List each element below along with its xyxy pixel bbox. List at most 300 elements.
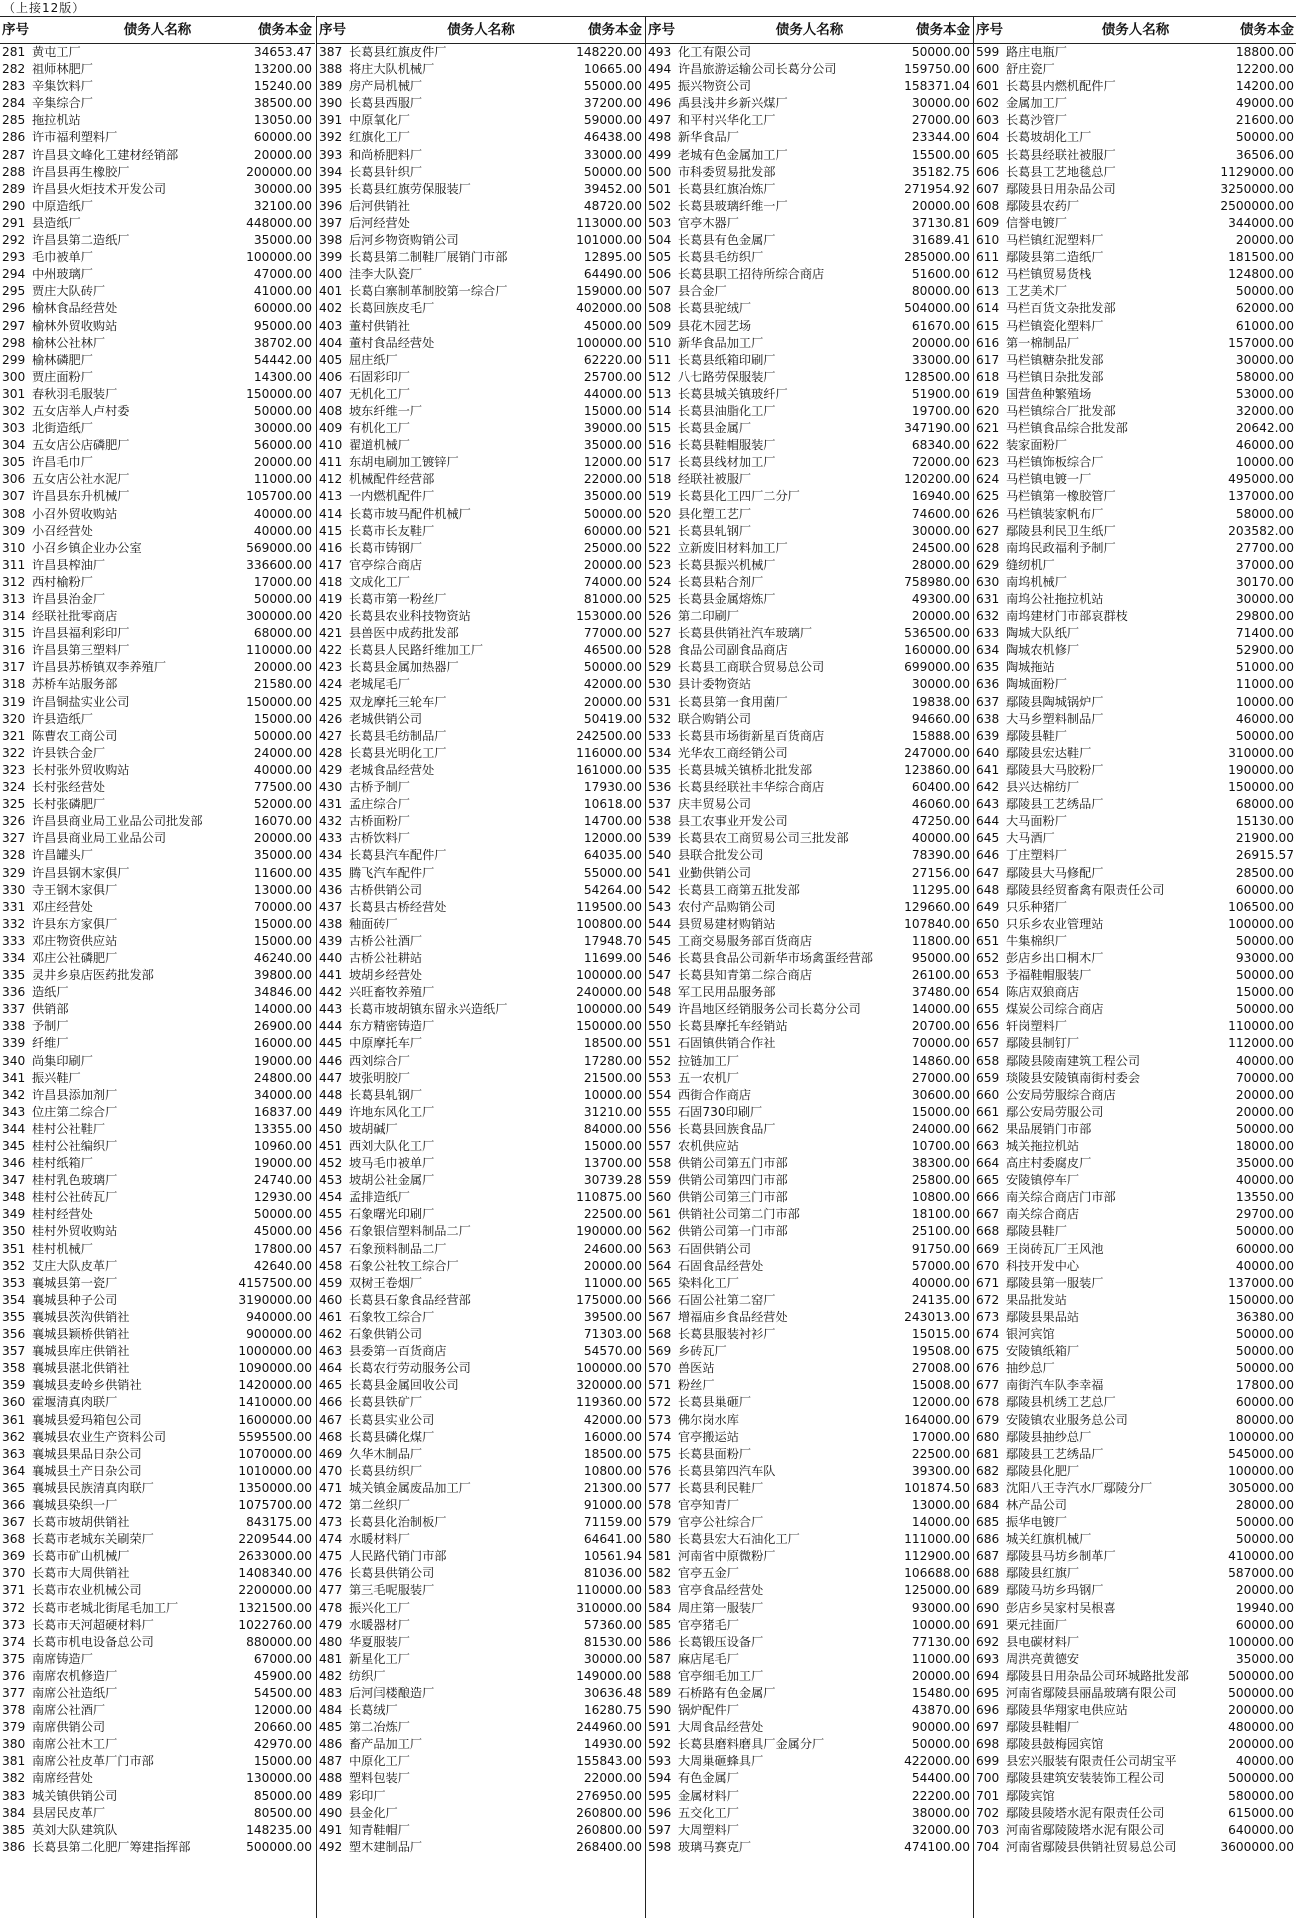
- row-number: 560: [648, 1190, 672, 1205]
- table-row: [0, 694, 315, 711]
- table-row: [646, 369, 973, 386]
- table-row: [0, 335, 315, 352]
- table-row: [646, 608, 973, 625]
- principal-amount: 129660.00: [904, 899, 970, 914]
- row-number: 334: [2, 950, 26, 965]
- debtor-name: 南席经营处: [32, 1771, 93, 1786]
- row-number: 347: [2, 1173, 26, 1188]
- debtor-name: 大马酒厂: [1006, 831, 1055, 846]
- debtor-name: 陶城农机修厂: [1006, 643, 1080, 658]
- row-number: 284: [2, 96, 26, 111]
- table-row: [317, 164, 645, 181]
- table-row: [974, 1770, 1296, 1787]
- principal-amount: 95000.00: [911, 950, 970, 965]
- row-number: 352: [2, 1258, 26, 1273]
- principal-amount: 106500.00: [1228, 899, 1294, 914]
- principal-amount: 93000.00: [911, 1600, 970, 1615]
- table-row: [0, 249, 315, 266]
- principal-amount: 336600.00: [246, 557, 312, 572]
- principal-amount: 13200.00: [253, 62, 312, 77]
- debtor-name: 马栏镇日杂批发部: [1006, 369, 1104, 384]
- header-name: 债务人名称: [447, 22, 515, 38]
- debtor-name: 许昌县文峰化工建材经销部: [32, 147, 179, 162]
- principal-amount: 61670.00: [911, 318, 970, 333]
- principal-amount: 15000.00: [1235, 985, 1294, 1000]
- table-row: [974, 1582, 1296, 1599]
- principal-amount: 137000.00: [1228, 489, 1294, 504]
- debtor-name: 军工民用品服务部: [678, 985, 776, 1000]
- table-row: [0, 847, 315, 864]
- table-row: [646, 95, 973, 112]
- table-row: [974, 403, 1296, 420]
- debtor-name: 造纸厂: [32, 985, 69, 1000]
- row-number: 686: [976, 1532, 1000, 1547]
- principal-amount: 150000.00: [246, 694, 312, 709]
- row-number: 600: [976, 62, 1000, 77]
- debtor-name: 大周塑料厂: [678, 1822, 739, 1837]
- row-number: 655: [976, 1002, 1000, 1017]
- table-row: [646, 300, 973, 317]
- row-number: 642: [976, 780, 1000, 795]
- table-row: [0, 1446, 315, 1463]
- debtor-name: 供销公司第三门市部: [678, 1190, 788, 1205]
- principal-amount: 25000.00: [583, 540, 642, 555]
- table-row: [317, 1394, 645, 1411]
- principal-amount: 14930.00: [583, 1737, 642, 1752]
- row-number: 295: [2, 284, 26, 299]
- table-row: [317, 78, 645, 95]
- table-row: [974, 420, 1296, 437]
- table-row: [974, 369, 1296, 386]
- table-row: [0, 1770, 315, 1787]
- principal-amount: 21300.00: [583, 1480, 642, 1495]
- table-row: [974, 1258, 1296, 1275]
- row-number: 622: [976, 438, 1000, 453]
- row-number: 289: [2, 181, 26, 196]
- debtor-name: 和尚桥肥料厂: [349, 147, 423, 162]
- table-row: [0, 865, 315, 882]
- debtor-name: 长葛县粘合剂厂: [678, 574, 764, 589]
- principal-amount: 100000.00: [246, 250, 312, 265]
- table-row: [317, 762, 645, 779]
- principal-amount: 10800.00: [911, 1190, 970, 1205]
- row-number: 433: [319, 831, 343, 846]
- table-row: [0, 1805, 315, 1822]
- table-row: [646, 1172, 973, 1189]
- row-number: 675: [976, 1344, 1000, 1359]
- debtor-name: 坡胡碱厂: [349, 1121, 398, 1136]
- row-number: 369: [2, 1549, 26, 1564]
- debtor-name: 长葛市大周供销社: [32, 1566, 130, 1581]
- row-number: 411: [319, 455, 343, 470]
- table-row: [317, 659, 645, 676]
- debtor-name: 邓庄经营处: [32, 899, 93, 914]
- row-number: 342: [2, 1087, 26, 1102]
- row-number: 700: [976, 1771, 1000, 1786]
- table-row: [0, 1788, 315, 1805]
- debtor-name: 长葛县摩托车经销站: [678, 1019, 788, 1034]
- table-row: [974, 676, 1296, 693]
- table-row: [0, 711, 315, 728]
- debtor-name: 知青鞋帽厂: [349, 1822, 410, 1837]
- principal-amount: 240000.00: [576, 985, 642, 1000]
- debtor-name: 春秋羽毛服装厂: [32, 386, 118, 401]
- table-row: [646, 1446, 973, 1463]
- principal-amount: 148220.00: [576, 45, 642, 59]
- row-number: 605: [976, 147, 1000, 162]
- principal-amount: 50000.00: [1235, 968, 1294, 983]
- principal-amount: 64490.00: [583, 267, 642, 282]
- row-number: 650: [976, 916, 1000, 931]
- row-number: 451: [319, 1139, 343, 1153]
- principal-amount: 18000.00: [1235, 1139, 1294, 1153]
- table-row: [974, 813, 1296, 830]
- principal-amount: 17000.00: [911, 1429, 970, 1444]
- principal-amount: 14700.00: [583, 814, 642, 829]
- debt-table: [0, 16, 1296, 1918]
- row-number: 666: [976, 1190, 1000, 1205]
- principal-amount: 20000.00: [253, 147, 312, 162]
- table-row: [646, 557, 973, 574]
- table-row: [974, 1463, 1296, 1480]
- principal-amount: 20000.00: [583, 694, 642, 709]
- debtor-name: 染料化工厂: [678, 1275, 739, 1290]
- row-number: 485: [319, 1720, 343, 1735]
- debtor-name: 市科委贸易批发部: [678, 164, 776, 179]
- row-number: 450: [319, 1121, 343, 1136]
- debtor-name: 长葛白寨制革制胶第一综合厂: [349, 284, 508, 299]
- row-number: 313: [2, 592, 26, 606]
- debtor-name: 河南省鄢陵县丽晶玻璃有限公司: [1006, 1686, 1177, 1700]
- principal-amount: 32100.00: [253, 198, 312, 213]
- row-number: 366: [2, 1497, 26, 1512]
- row-number: 587: [648, 1651, 672, 1666]
- row-number: 579: [648, 1515, 672, 1530]
- principal-amount: 1010000.00: [238, 1463, 312, 1478]
- table-row: [317, 471, 645, 488]
- debtor-name: 第二印刷厂: [678, 609, 739, 624]
- table-row: [974, 1822, 1296, 1839]
- principal-amount: 40000.00: [1235, 1173, 1294, 1188]
- row-number: 658: [976, 1053, 1000, 1068]
- table-row: [317, 1788, 645, 1805]
- row-number: 674: [976, 1327, 1000, 1342]
- table-row: [317, 1309, 645, 1326]
- debtor-name: 官亭知青厂: [678, 1497, 739, 1512]
- principal-amount: 64035.00: [583, 848, 642, 863]
- table-row: [646, 1343, 973, 1360]
- row-number: 598: [648, 1839, 672, 1854]
- table-row: [646, 1788, 973, 1805]
- table-row: [0, 95, 315, 112]
- principal-amount: 310000.00: [1228, 745, 1294, 760]
- debtor-name: 长葛市第一粉丝厂: [349, 592, 447, 606]
- row-number: 604: [976, 130, 1000, 145]
- debtor-name: 县花木园艺场: [678, 318, 752, 333]
- principal-amount: 157000.00: [1228, 335, 1294, 350]
- debtor-name: 食品公司副食品商店: [678, 643, 788, 658]
- principal-amount: 200000.00: [1228, 1703, 1294, 1718]
- row-number: 594: [648, 1771, 672, 1786]
- table-row: [317, 352, 645, 369]
- table-row: [646, 523, 973, 540]
- debtor-name: 釉面砖厂: [349, 916, 398, 931]
- debtor-name: 农机供应站: [678, 1139, 739, 1153]
- debtor-name: 孟排造纸厂: [349, 1190, 410, 1205]
- row-number: 545: [648, 933, 672, 948]
- debtor-name: 长葛市老城东关刷荣厂: [32, 1532, 154, 1547]
- row-number: 493: [648, 45, 672, 59]
- debtor-name: 畜产品加工厂: [349, 1737, 423, 1752]
- row-number: 515: [648, 421, 672, 436]
- table-row: [317, 249, 645, 266]
- row-number: 581: [648, 1549, 672, 1564]
- row-number: 644: [976, 814, 1000, 829]
- row-number: 496: [648, 96, 672, 111]
- principal-amount: 20000.00: [253, 660, 312, 675]
- debtor-name: 石固供销公司: [678, 1241, 752, 1256]
- principal-amount: 24600.00: [583, 1241, 642, 1256]
- row-number: 516: [648, 438, 672, 453]
- row-number: 532: [648, 711, 672, 726]
- debtor-name: 小召外贸收购站: [32, 506, 118, 521]
- debtor-name: 长葛县经联社被服厂: [1006, 147, 1116, 162]
- table-row: [974, 1138, 1296, 1155]
- table-row: [0, 1463, 315, 1480]
- principal-amount: 200000.00: [246, 164, 312, 179]
- principal-amount: 60000.00: [1235, 1241, 1294, 1256]
- debtor-name: 中原化工厂: [349, 1754, 410, 1769]
- row-number: 548: [648, 985, 672, 1000]
- row-number: 616: [976, 335, 1000, 350]
- table-row: [0, 882, 315, 899]
- row-number: 603: [976, 113, 1000, 128]
- row-number: 357: [2, 1344, 26, 1359]
- debtor-name: 官亭公社综合厂: [678, 1515, 764, 1530]
- principal-amount: 1350000.00: [238, 1480, 312, 1495]
- principal-amount: 34000.00: [253, 1087, 312, 1102]
- table-row: [974, 625, 1296, 642]
- row-number: 659: [976, 1070, 1000, 1085]
- debtor-name: 新华食品厂: [678, 130, 739, 145]
- debtor-name: 长葛县城关镇桥北批发部: [678, 762, 813, 777]
- debtor-name: 陈店双狼商店: [1006, 985, 1080, 1000]
- principal-amount: 30000.00: [253, 181, 312, 196]
- table-row: [0, 1104, 315, 1121]
- table-row: [646, 147, 973, 164]
- debtor-name: 榆林磷肥厂: [32, 352, 93, 367]
- debtor-name: 丁庄塑料厂: [1006, 848, 1067, 863]
- table-row: [0, 1292, 315, 1309]
- debtor-name: 红旗化工厂: [349, 130, 410, 145]
- principal-amount: 20000.00: [911, 198, 970, 213]
- row-number: 633: [976, 626, 1000, 641]
- table-row: [974, 215, 1296, 232]
- principal-amount: 44000.00: [583, 386, 642, 401]
- table-row: [646, 1121, 973, 1138]
- table-row: [646, 796, 973, 813]
- row-number: 559: [648, 1173, 672, 1188]
- row-number: 326: [2, 814, 26, 829]
- debtor-name: 官亭木器厂: [678, 215, 739, 230]
- table-row: [0, 642, 315, 659]
- principal-amount: 20000.00: [253, 831, 312, 846]
- table-row: [0, 1617, 315, 1634]
- table-row: [646, 762, 973, 779]
- debtor-name: 塑料包装厂: [349, 1771, 410, 1786]
- debtor-name: 石固食品经营处: [678, 1258, 764, 1273]
- principal-amount: 500000.00: [1228, 1771, 1294, 1786]
- debtor-name: 桂村外贸收购站: [32, 1224, 118, 1239]
- row-number: 323: [2, 762, 26, 777]
- row-number: 287: [2, 147, 26, 162]
- principal-amount: 50000.00: [1235, 1002, 1294, 1017]
- principal-amount: 17800.00: [253, 1241, 312, 1256]
- row-number: 525: [648, 592, 672, 606]
- debtor-name: 鄢陵县建筑安装装饰工程公司: [1006, 1771, 1165, 1786]
- debtor-name: 水暖器材厂: [349, 1617, 410, 1632]
- row-number: 511: [648, 352, 672, 367]
- table-row: [0, 1429, 315, 1446]
- debtor-name: 长葛县工商第五批发部: [678, 882, 800, 897]
- table-row: [974, 1736, 1296, 1753]
- table-row: [0, 1582, 315, 1599]
- principal-amount: 203582.00: [1228, 523, 1294, 538]
- debtor-name: 五一农机厂: [678, 1070, 739, 1085]
- table-row: [317, 1412, 645, 1429]
- row-number: 391: [319, 113, 343, 128]
- table-row: [646, 984, 973, 1001]
- row-number: 409: [319, 421, 343, 436]
- debtor-name: 大马乡塑料制品厂: [1006, 711, 1104, 726]
- debtor-name: 长葛县毛纺织厂: [678, 250, 764, 265]
- row-number: 703: [976, 1822, 1000, 1837]
- principal-amount: 10618.00: [583, 797, 642, 812]
- debtor-name: 鄢陵宾馆: [1006, 1788, 1055, 1803]
- row-number: 552: [648, 1053, 672, 1068]
- principal-amount: 13050.00: [253, 113, 312, 128]
- principal-amount: 50000.00: [911, 1737, 970, 1752]
- debtor-name: 长葛县第二化肥厂筹建指挥部: [32, 1839, 191, 1854]
- table-row: [0, 437, 315, 454]
- row-number: 351: [2, 1241, 26, 1256]
- debtor-name: 鄢陵县第一服装厂: [1006, 1275, 1104, 1290]
- debtor-name: 石象预料制品二厂: [349, 1241, 447, 1256]
- row-number: 501: [648, 181, 672, 196]
- principal-amount: 1022760.00: [238, 1617, 312, 1632]
- debtor-name: 鄢陵县马坊乡制革厂: [1006, 1549, 1116, 1564]
- debtor-name: 南席公社酒厂: [32, 1703, 106, 1718]
- row-number: 316: [2, 643, 26, 658]
- table-row: [974, 1412, 1296, 1429]
- table-row: [646, 1651, 973, 1668]
- row-number: 695: [976, 1686, 1000, 1700]
- debtor-name: 马栏镇食品综合批发部: [1006, 421, 1128, 436]
- principal-amount: 347190.00: [904, 421, 970, 436]
- table-row: [646, 249, 973, 266]
- row-number: 618: [976, 369, 1000, 384]
- row-number: 419: [319, 592, 343, 606]
- header-amount: 债务本金: [1240, 22, 1294, 38]
- debtor-name: 许昌县福利彩印厂: [32, 626, 130, 641]
- row-number: 554: [648, 1087, 672, 1102]
- principal-amount: 27156.00: [911, 865, 970, 880]
- table-row: [646, 1412, 973, 1429]
- debtor-name: 县电碳材料厂: [1006, 1634, 1080, 1649]
- debtor-name: 董村供销社: [349, 318, 410, 333]
- row-number: 344: [2, 1121, 26, 1136]
- principal-amount: 300000.00: [246, 609, 312, 624]
- principal-amount: 24740.00: [253, 1173, 312, 1188]
- debtor-name: 五交化工厂: [678, 1805, 739, 1820]
- principal-amount: 20000.00: [253, 455, 312, 470]
- debtor-name: 寺王钢木家俱厂: [32, 882, 118, 897]
- principal-amount: 10000.00: [1235, 455, 1294, 470]
- debtor-name: 襄城县麦岭乡供销社: [32, 1378, 142, 1393]
- row-number: 430: [319, 780, 343, 795]
- row-number: 670: [976, 1258, 1000, 1273]
- debtor-name: 鄢陵县陶城锅炉厂: [1006, 694, 1104, 709]
- table-row: [646, 1429, 973, 1446]
- debtor-name: 长葛县汽车配件厂: [349, 848, 447, 863]
- row-number: 490: [319, 1805, 343, 1820]
- row-number: 297: [2, 318, 26, 333]
- principal-amount: 70000.00: [911, 1036, 970, 1051]
- table-row: [646, 352, 973, 369]
- table-row: [974, 44, 1296, 61]
- principal-amount: 21500.00: [583, 1070, 642, 1085]
- principal-amount: 58000.00: [1235, 506, 1294, 521]
- principal-amount: 43870.00: [911, 1703, 970, 1718]
- table-row: [646, 1018, 973, 1035]
- row-number: 468: [319, 1429, 343, 1444]
- principal-amount: 60000.00: [1235, 882, 1294, 897]
- row-number: 388: [319, 62, 343, 77]
- principal-amount: 22200.00: [911, 1788, 970, 1803]
- principal-amount: 30000.00: [1235, 352, 1294, 367]
- principal-amount: 119500.00: [576, 899, 642, 914]
- principal-amount: 77000.00: [583, 626, 642, 641]
- table-row: [317, 1497, 645, 1514]
- row-number: 531: [648, 694, 672, 709]
- principal-amount: 100000.00: [1228, 916, 1294, 931]
- table-row: [0, 506, 315, 523]
- table-row: [974, 1702, 1296, 1719]
- table-row: [974, 1018, 1296, 1035]
- principal-amount: 46438.00: [583, 130, 642, 145]
- table-row: [646, 488, 973, 505]
- table-row: [0, 1155, 315, 1172]
- principal-amount: 35182.75: [911, 164, 970, 179]
- debtor-name: 老城供销公司: [349, 711, 423, 726]
- principal-amount: 24000.00: [911, 1121, 970, 1136]
- table-row: [646, 1326, 973, 1343]
- debtor-name: 官亭猪毛厂: [678, 1617, 739, 1632]
- table-row: [317, 1514, 645, 1531]
- debtor-name: 襄城县第一瓷厂: [32, 1275, 118, 1290]
- row-number: 536: [648, 780, 672, 795]
- debtor-name: 马栏百货文杂批发部: [1006, 301, 1116, 316]
- principal-amount: 130000.00: [246, 1771, 312, 1786]
- debtor-name: 长葛绒厂: [349, 1703, 398, 1718]
- row-number: 646: [976, 848, 1000, 863]
- debtor-name: 许昌县治金厂: [32, 592, 106, 606]
- debtor-name: 陶城大队纸厂: [1006, 626, 1080, 641]
- debtor-name: 中原造纸厂: [32, 198, 93, 213]
- debtor-name: 长葛县第二制鞋厂展销门市部: [349, 250, 508, 265]
- principal-amount: 16280.75: [583, 1703, 642, 1718]
- debtor-name: 襄城县库庄供销社: [32, 1344, 130, 1359]
